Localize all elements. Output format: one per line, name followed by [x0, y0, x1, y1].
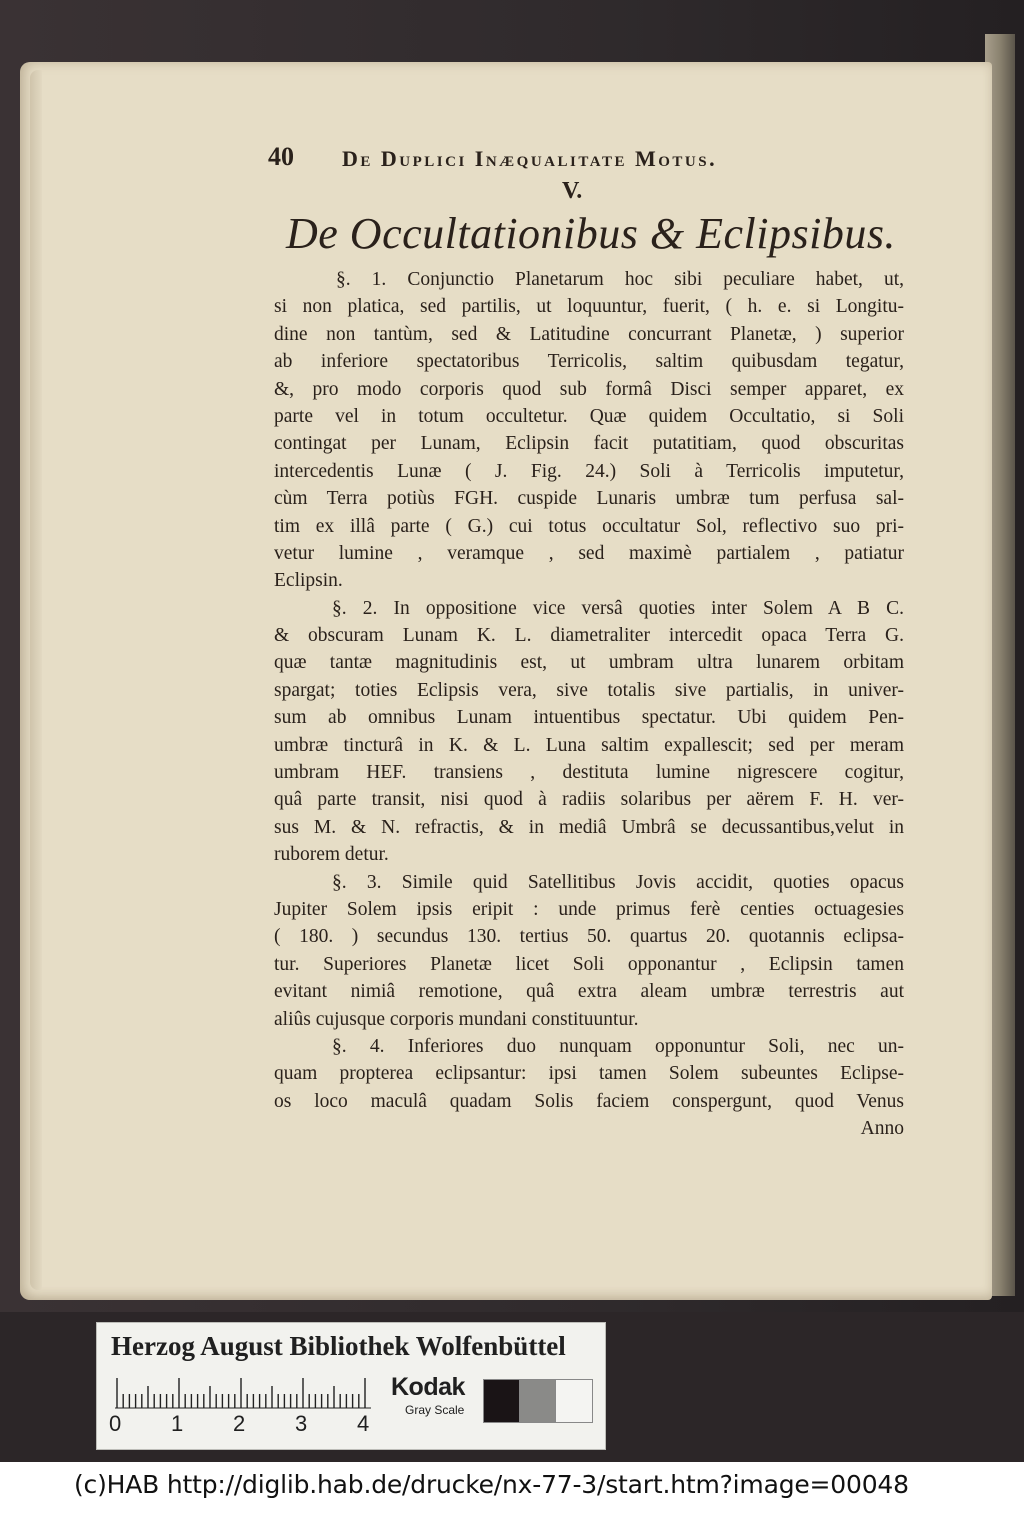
- page-gutter: [30, 70, 42, 1290]
- running-head-title: De Duplici Inæqualitate Motus.: [342, 146, 718, 171]
- text-line: ab inferiore spectatoribus Terricolis, saltim quibusdam tegatur,: [274, 351, 904, 373]
- ruler-label: 3: [295, 1411, 308, 1436]
- gray-scale-label: Gray Scale: [405, 1403, 465, 1417]
- text-line: si non platica, sed partilis, ut loquuntur, fuerit, ( h. e. si Longitu-: [274, 296, 904, 318]
- text-line: quâ parte transit, nisi quod à radiis solaribus per aërem F. H. ver-: [274, 789, 904, 811]
- library-name: Herzog August Bibliothek Wolfenbüttel: [111, 1331, 566, 1361]
- text-line: &, pro modo corporis quod sub formâ Disci semper apparet, ex: [274, 378, 904, 400]
- text-line: ( 180. ) secundus 130. tertius 50. quartus 20. quotannis eclipsa-: [274, 926, 904, 948]
- catchword: Anno: [860, 1118, 904, 1140]
- text-line: §. 3. Simile quid Satellitibus Jovis accidit, quoties opacus: [332, 871, 904, 893]
- text-line: umbræ tincturâ in K. & L. Luna saltim expallescit; sed per meram: [274, 734, 904, 756]
- kodak-logo: Kodak: [391, 1373, 465, 1401]
- text-line: spargat; toties Eclipsis vera, sive totalis sive partialis, in univer-: [274, 679, 904, 701]
- text-line: sus M. & N. refractis, & in mediâ Umbrâ se decussantibus,velut in: [274, 816, 904, 838]
- swatch-black: [483, 1379, 521, 1423]
- text-line: Jupiter Solem ipsis eripit : unde primus ferè centies octuagesies: [274, 898, 904, 920]
- body-text: [274, 266, 904, 1143]
- running-head: [268, 140, 838, 174]
- text-line: evitant nimiâ remotione, quâ extra aleam umbræ terrestris aut: [274, 981, 904, 1003]
- text-line: Eclipsin.: [274, 570, 343, 592]
- ruler-label: 1: [171, 1411, 184, 1436]
- text-line: contingat per Lunam, Eclipsin facit putatitiam, quod obscuritas: [274, 433, 904, 455]
- text-line: ruborem detur.: [274, 844, 389, 866]
- swatch-gray: [519, 1379, 557, 1423]
- color-calibration-card: [96, 1322, 606, 1450]
- text-line: & obscuram Lunam K. L. diametraliter intercedit opaca Terra G.: [274, 625, 904, 647]
- text-line: os loco maculâ quadam Solis faciem conspergunt, quod Venus: [274, 1090, 904, 1112]
- text-line: quam propterea eclipsantur: ipsi tamen Solem subeuntes Eclipse-: [274, 1063, 904, 1085]
- text-line: umbram HEF. transiens , destituta lumine nigrescere cogitur,: [274, 762, 904, 784]
- text-line: parte vel in totum occultetur. Quæ quidem Occultatio, si Soli: [274, 405, 904, 427]
- text-line: intercedentis Lunæ ( J. Fig. 24.) Soli à Terricolis imputetur,: [274, 460, 904, 482]
- text-line: tur. Superiores Planetæ licet Soli opponantur , Eclipsin tamen: [274, 953, 904, 975]
- text-line: sum ab omnibus Lunam intuentibus spectatur. Ubi quidem Pen-: [274, 707, 904, 729]
- ruler-label: 4: [357, 1411, 370, 1436]
- text-line: §. 1. Conjunctio Planetarum hoc sibi peculiare habet, ut,: [336, 269, 904, 290]
- ruler-label: 2: [233, 1411, 246, 1436]
- text-line: tim ex illâ parte ( G.) cui totus occultatur Sol, reflectivo suo pri-: [274, 515, 904, 537]
- text-line: §. 4. Inferiores duo nunquam opponuntur Soli, nec un-: [332, 1035, 904, 1057]
- text-line: dine non tantùm, sed & Latitudine concurrant Planetæ, ) superior: [274, 323, 904, 345]
- copyright-url: (c)HAB http://diglib.hab.de/drucke/nx-77-3/start.htm?image=00048: [74, 1470, 909, 1499]
- text-line: vetur lumine , veramque , sed maximè partialem , patiatur: [274, 542, 904, 564]
- ruler-label: 0: [109, 1411, 122, 1436]
- text-line: §. 2. In oppositione vice versâ quoties inter Solem A B C.: [332, 597, 904, 619]
- page-number: 40: [268, 142, 294, 171]
- section-number: V.: [562, 178, 583, 204]
- measurement-ruler: [115, 1375, 371, 1409]
- text-line: quæ tantæ magnitudinis est, ut umbram ultra lunarem orbitam: [274, 652, 904, 674]
- text-line: aliûs cujusque corporis mundani constituuntur.: [274, 1008, 639, 1030]
- swatch-white: [555, 1379, 593, 1423]
- footer: [0, 1462, 1024, 1514]
- text-line: cùm Terra potiùs FGH. cuspide Lunaris umbræ tum perfusa sal-: [274, 488, 904, 510]
- section-title: De Occultationibus & Eclipsibus.: [286, 209, 896, 258]
